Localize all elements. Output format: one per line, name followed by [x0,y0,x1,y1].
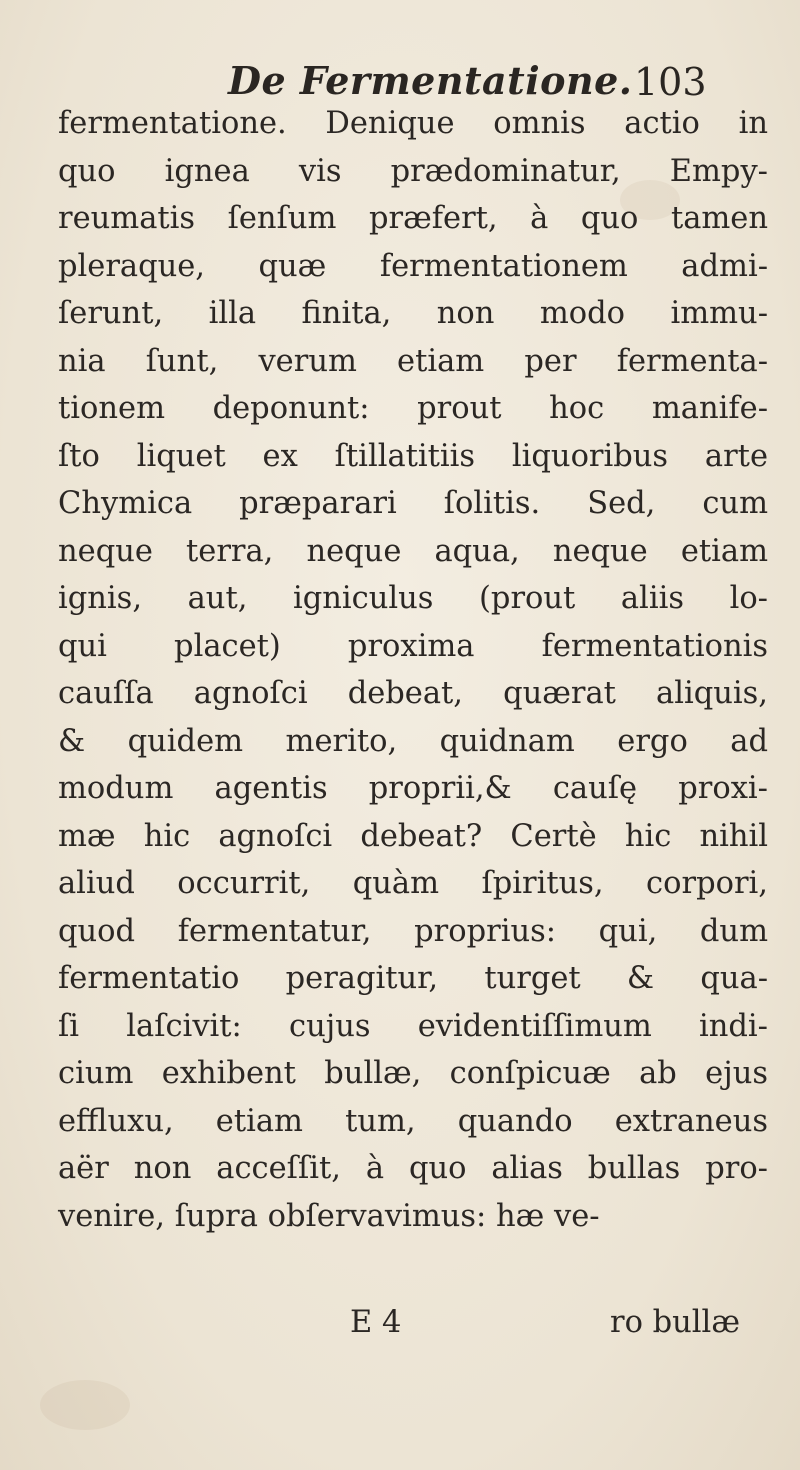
text-line: qui placet) proxima fermentationis [58,628,768,664]
text-line: mæ hic agnoſci debeat? Certè hic nihil [58,818,768,854]
text-line: reumatis ſenſum præfert, à quo tamen [58,201,768,236]
catchword: ro bullæ [610,1305,740,1340]
text-line: cauſſa agnoſci debeat, quærat aliquis, [58,676,768,711]
text-line: Chymica præparari ſolitis. Sed, cum [58,486,768,521]
text-line: ſerunt, illa finita, non modo immu- [58,296,768,331]
text-line: ſi laſcivit: cujus evidentiſſimum indi- [58,1008,768,1044]
text-line: fermentatio peragitur, turget & qua- [58,961,768,996]
body-text [58,100,768,1240]
text-line: quod fermentatur, proprius: qui, dum [58,913,768,949]
running-title: De Fermentatione. [228,58,633,103]
text-line: ignis, aut, igniculus (prout aliis lo- [58,581,768,616]
text-line: tionem deponunt: prout hoc manife- [58,391,768,426]
text-line: aër non acceſſit, à quo alias bullas pro- [58,1151,768,1186]
text-line: effluxu, etiam tum, quando extraneus [58,1103,768,1139]
text-line: pleraque, quæ fermentationem admi- [58,248,768,284]
text-line: quo ignea vis prædominatur, Empy- [58,153,768,189]
page-footer [0,1305,800,1353]
text-line: neque terra, neque aqua, neque etiam [58,533,768,569]
text-line: & quidem merito, quidnam ergo ad [58,723,768,759]
text-line: fermentatione. Denique omnis actio in [58,106,768,141]
paper-stain [40,1380,130,1430]
text-line: venire, ſupra obſervavimus: hæ ve- [58,1198,600,1234]
text-line: modum agentis proprii,& cauſę proxi- [58,771,768,806]
text-line: nia ſunt, verum etiam per fermenta- [58,343,768,379]
text-line: cium exhibent bullæ, conſpicuæ ab ejus [58,1056,768,1091]
text-line: ſto liquet ex ſtillatitiis liquoribus arte [58,438,768,474]
text-line: aliud occurrit, quàm ſpiritus, corpori, [58,866,768,901]
page-number: 103 [634,60,707,104]
signature-mark: E 4 [350,1305,402,1340]
